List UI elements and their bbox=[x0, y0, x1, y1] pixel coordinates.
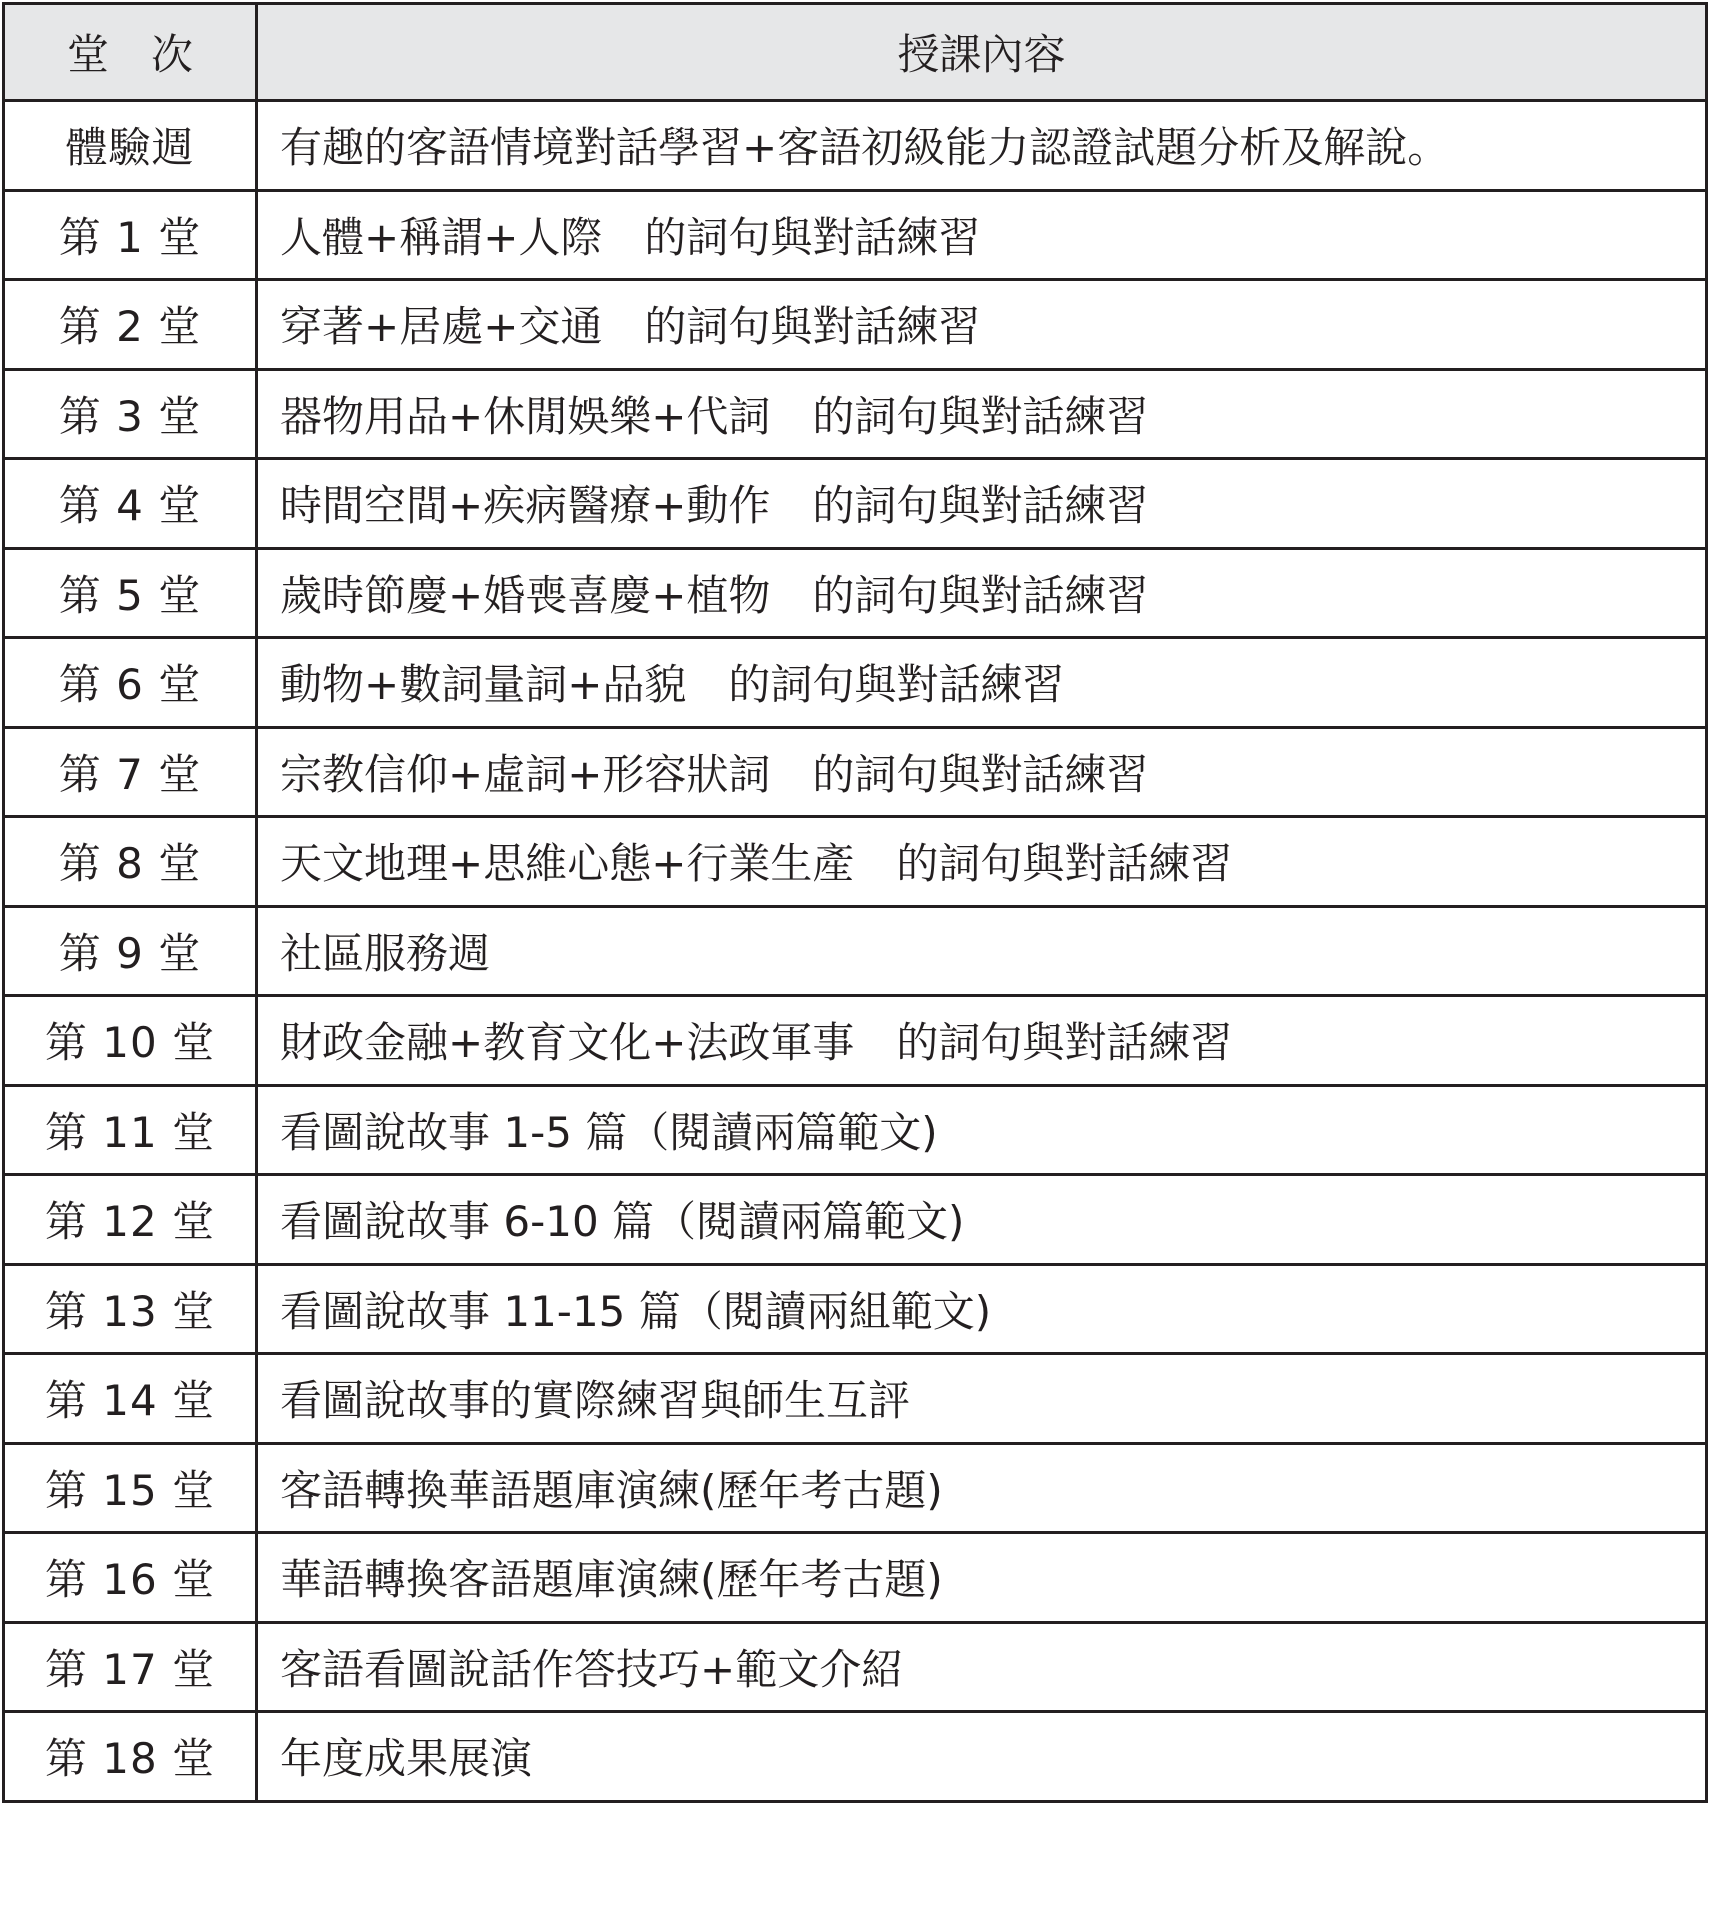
session-cell: 第 10 堂 bbox=[4, 996, 257, 1086]
session-cell: 第 5 堂 bbox=[4, 548, 257, 638]
table-row bbox=[4, 280, 1707, 370]
session-cell: 第 12 堂 bbox=[4, 1175, 257, 1265]
table-row bbox=[4, 1264, 1707, 1354]
content-column-header: 授課內容 bbox=[257, 4, 1707, 101]
session-cell: 第 18 堂 bbox=[4, 1712, 257, 1802]
content-cell: 華語轉換客語題庫演練(歷年考古題) bbox=[257, 1533, 1707, 1623]
table-row bbox=[4, 1443, 1707, 1533]
table-row bbox=[4, 1622, 1707, 1712]
table-header-row bbox=[4, 4, 1707, 101]
content-cell: 看圖說故事 11-15 篇（閱讀兩組範文) bbox=[257, 1264, 1707, 1354]
table-row bbox=[4, 638, 1707, 728]
table-row bbox=[4, 1533, 1707, 1623]
content-cell: 動物+數詞量詞+品貌 的詞句與對話練習 bbox=[257, 638, 1707, 728]
session-cell: 第 2 堂 bbox=[4, 280, 257, 370]
session-column-header: 堂 次 bbox=[4, 4, 257, 101]
content-cell: 財政金融+教育文化+法政軍事 的詞句與對話練習 bbox=[257, 996, 1707, 1086]
session-cell: 第 7 堂 bbox=[4, 727, 257, 817]
table-row bbox=[4, 548, 1707, 638]
table-row bbox=[4, 1175, 1707, 1265]
session-cell: 第 8 堂 bbox=[4, 817, 257, 907]
session-cell: 第 15 堂 bbox=[4, 1443, 257, 1533]
session-cell: 第 9 堂 bbox=[4, 906, 257, 996]
session-cell: 第 14 堂 bbox=[4, 1354, 257, 1444]
content-cell: 人體+稱謂+人際 的詞句與對話練習 bbox=[257, 190, 1707, 280]
content-cell: 宗教信仰+虛詞+形容狀詞 的詞句與對話練習 bbox=[257, 727, 1707, 817]
table-row bbox=[4, 996, 1707, 1086]
table-row bbox=[4, 1085, 1707, 1175]
session-cell: 第 17 堂 bbox=[4, 1622, 257, 1712]
session-cell: 體驗週 bbox=[4, 101, 257, 191]
table-row bbox=[4, 190, 1707, 280]
content-cell: 天文地理+思維心態+行業生產 的詞句與對話練習 bbox=[257, 817, 1707, 907]
content-cell: 社區服務週 bbox=[257, 906, 1707, 996]
table-row bbox=[4, 727, 1707, 817]
table-row bbox=[4, 101, 1707, 191]
content-cell: 客語看圖說話作答技巧+範文介紹 bbox=[257, 1622, 1707, 1712]
course-schedule-table bbox=[2, 2, 1708, 1803]
content-cell: 穿著+居處+交通 的詞句與對話練習 bbox=[257, 280, 1707, 370]
content-cell: 有趣的客語情境對話學習+客語初級能力認證試題分析及解說。 bbox=[257, 101, 1707, 191]
session-cell: 第 11 堂 bbox=[4, 1085, 257, 1175]
table-row bbox=[4, 1354, 1707, 1444]
table-row bbox=[4, 369, 1707, 459]
table-row bbox=[4, 817, 1707, 907]
content-cell: 時間空間+疾病醫療+動作 的詞句與對話練習 bbox=[257, 459, 1707, 549]
table-row bbox=[4, 906, 1707, 996]
content-cell: 器物用品+休閒娛樂+代詞 的詞句與對話練習 bbox=[257, 369, 1707, 459]
content-cell: 年度成果展演 bbox=[257, 1712, 1707, 1802]
session-cell: 第 6 堂 bbox=[4, 638, 257, 728]
content-cell: 看圖說故事 6-10 篇（閱讀兩篇範文) bbox=[257, 1175, 1707, 1265]
content-cell: 客語轉換華語題庫演練(歷年考古題) bbox=[257, 1443, 1707, 1533]
content-cell: 看圖說故事 1-5 篇（閱讀兩篇範文) bbox=[257, 1085, 1707, 1175]
content-cell: 看圖說故事的實際練習與師生互評 bbox=[257, 1354, 1707, 1444]
session-cell: 第 3 堂 bbox=[4, 369, 257, 459]
session-cell: 第 4 堂 bbox=[4, 459, 257, 549]
session-cell: 第 13 堂 bbox=[4, 1264, 257, 1354]
table-row bbox=[4, 459, 1707, 549]
session-cell: 第 1 堂 bbox=[4, 190, 257, 280]
session-cell: 第 16 堂 bbox=[4, 1533, 257, 1623]
table-row bbox=[4, 1712, 1707, 1802]
content-cell: 歲時節慶+婚喪喜慶+植物 的詞句與對話練習 bbox=[257, 548, 1707, 638]
